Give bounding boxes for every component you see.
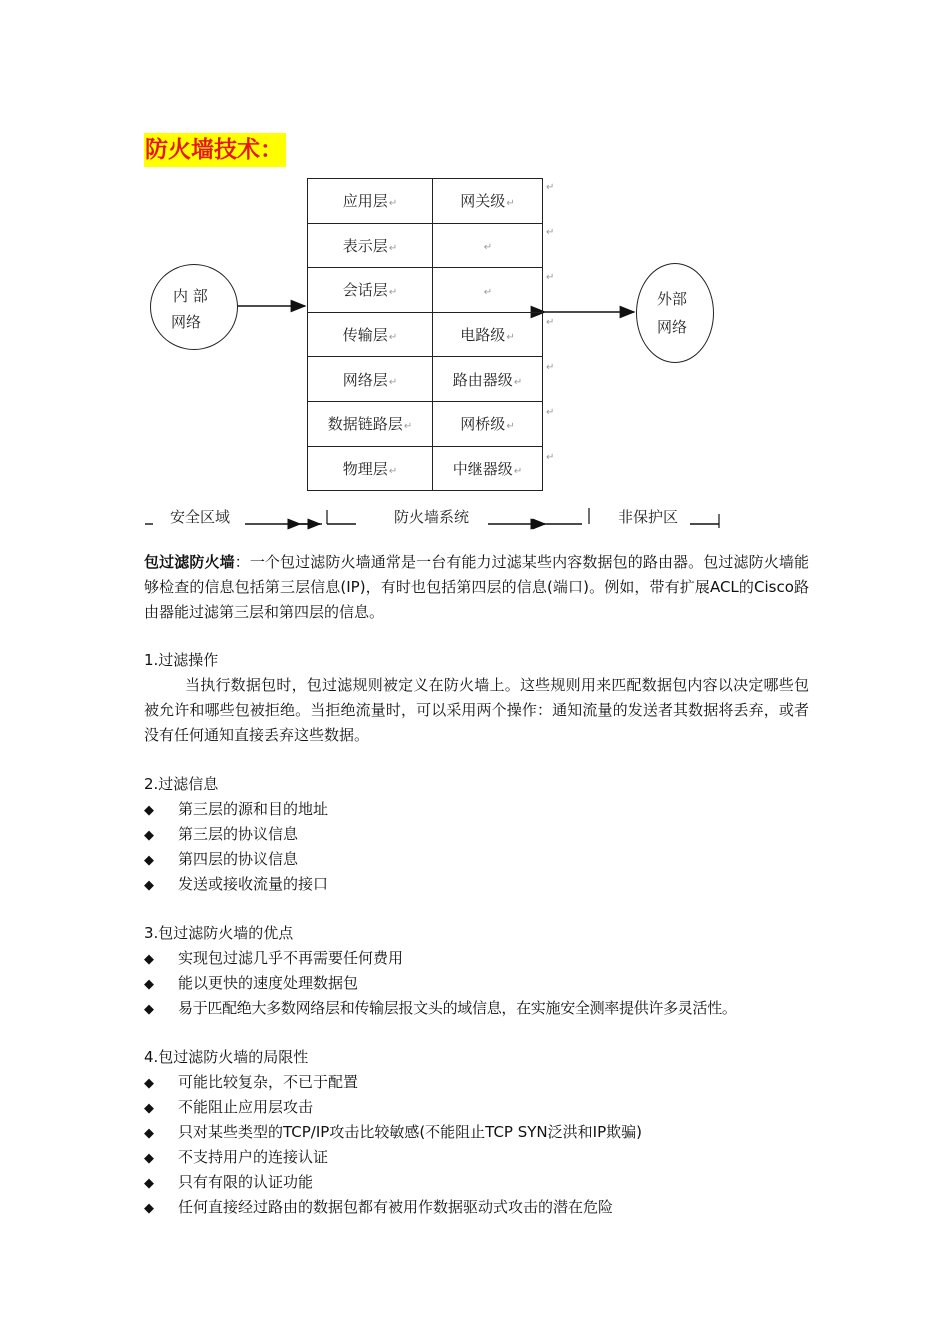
firewall-diagram [0, 0, 950, 540]
intro-term: 包过滤防火墙 [144, 553, 235, 571]
list-item: ◆ 第三层的协议信息 [144, 822, 834, 847]
list-item: ◆ 不能阻止应用层攻击 [144, 1095, 834, 1120]
layer-row [308, 312, 543, 357]
firewall-level-cell: 中继器级↵ [433, 446, 543, 491]
list-item: ◆ 只对某些类型的TCP/IP攻击比较敏感(不能阻止TCP SYN泛洪和IP欺骗) [144, 1120, 834, 1145]
list-item: ◆ 易于匹配绝大多数网络层和传输层报文头的域信息，在实施安全测率提供许多灵活性。 [144, 996, 834, 1021]
firewall-level-cell: 路由器级↵ [433, 357, 543, 402]
list-item: ◆ 不支持用户的连接认证 [144, 1145, 834, 1170]
external-network-label-2: 网络 [657, 318, 688, 336]
list-item: ◆ 能以更快的速度处理数据包 [144, 971, 834, 996]
diamond-bullet-icon: ◆ [144, 803, 154, 818]
list-item: ◆ 发送或接收流量的接口 [144, 872, 834, 897]
section-2-heading: 2.过滤信息 [144, 775, 219, 793]
layer-row [308, 223, 543, 268]
external-network-label-1: 外部 [657, 290, 688, 308]
diamond-bullet-icon: ◆ [144, 1151, 154, 1166]
section-1-heading: 1.过滤操作 [144, 651, 219, 669]
internal-network-label-2: 网络 [171, 313, 202, 331]
internal-network-label-1: 内 部 [173, 287, 208, 305]
layer-row [308, 179, 543, 224]
layer-name-cell: 网络层↵ [308, 357, 433, 402]
list-item: ◆ 第四层的协议信息 [144, 847, 834, 872]
firewall-level-cell: ↵ [433, 223, 543, 268]
firewall-level-cell: 网桥级↵ [433, 401, 543, 446]
diamond-bullet-icon: ◆ [144, 878, 154, 893]
list-item: ◆ 可能比较复杂，不已于配置 [144, 1070, 834, 1095]
layer-row [308, 401, 543, 446]
section-4-list [144, 1070, 834, 1220]
diamond-bullet-icon: ◆ [144, 1076, 154, 1091]
layer-name-cell: 表示层↵ [308, 223, 433, 268]
firewall-level-cell: 网关级↵ [433, 179, 543, 224]
list-item: ◆ 第三层的源和目的地址 [144, 797, 834, 822]
diamond-bullet-icon: ◆ [144, 1002, 154, 1017]
layer-row [308, 357, 543, 402]
diamond-bullet-icon: ◆ [144, 853, 154, 868]
section-4-heading: 4.包过滤防火墙的局限性 [144, 1048, 309, 1066]
intro-text: ：一个包过滤防火墙通常是一台有能力过滤某些内容数据包的路由器。包过滤防火墙能够检查的信息包括第三层信息(IP)，有时也包括第四层的信息(端口)。例如，带有扩展ACL的Cisco路由器能过滤第三层和第四层的信息。 [144, 553, 809, 621]
firewall-level-cell: 电路级↵ [433, 312, 543, 357]
diamond-bullet-icon: ◆ [144, 1176, 154, 1191]
intro-paragraph [144, 550, 809, 625]
diamond-bullet-icon: ◆ [144, 828, 154, 843]
page-title: 防火墙技术： [144, 133, 286, 167]
layer-row [308, 268, 543, 313]
paragraph-marks: ↵ ↵ ↵ ↵ ↵ ↵ ↵ [546, 182, 555, 463]
layer-name-cell: 应用层↵ [308, 179, 433, 224]
section-3-heading: 3.包过滤防火墙的优点 [144, 924, 294, 942]
diamond-bullet-icon: ◆ [144, 1201, 154, 1216]
layer-name-cell: 物理层↵ [308, 446, 433, 491]
layer-name-cell: 传输层↵ [308, 312, 433, 357]
section-3-list [144, 946, 834, 1021]
diamond-bullet-icon: ◆ [144, 977, 154, 992]
diamond-bullet-icon: ◆ [144, 1126, 154, 1141]
zone-safe-label: 安全区域 [170, 508, 231, 526]
layer-name-cell: 会话层↵ [308, 268, 433, 313]
zone-unprotected-label: 非保护区 [618, 508, 679, 526]
zone-firewall-label: 防火墙系统 [394, 508, 470, 526]
osi-layer-table [307, 178, 543, 491]
external-network-oval [636, 263, 714, 363]
internal-network-oval [150, 264, 238, 350]
list-item: ◆ 实现包过滤几乎不再需要任何费用 [144, 946, 834, 971]
section-2-list [144, 797, 834, 897]
layer-name-cell: 数据链路层↵ [308, 401, 433, 446]
diamond-bullet-icon: ◆ [144, 952, 154, 967]
layer-row [308, 446, 543, 491]
list-item: ◆ 只有有限的认证功能 [144, 1170, 834, 1195]
firewall-level-cell: ↵ [433, 268, 543, 313]
diamond-bullet-icon: ◆ [144, 1101, 154, 1116]
section-1-paragraph: 当执行数据包时，包过滤规则被定义在防火墙上。这些规则用来匹配数据包内容以决定哪些包被允许和哪些包被拒绝。当拒绝流量时，可以采用两个操作：通知流量的发送者其数据将丢弃，或者没有任何通知直接丢弃这些数据。 [144, 676, 809, 744]
list-item: ◆ 任何直接经过路由的数据包都有被用作数据驱动式攻击的潜在危险 [144, 1195, 834, 1220]
